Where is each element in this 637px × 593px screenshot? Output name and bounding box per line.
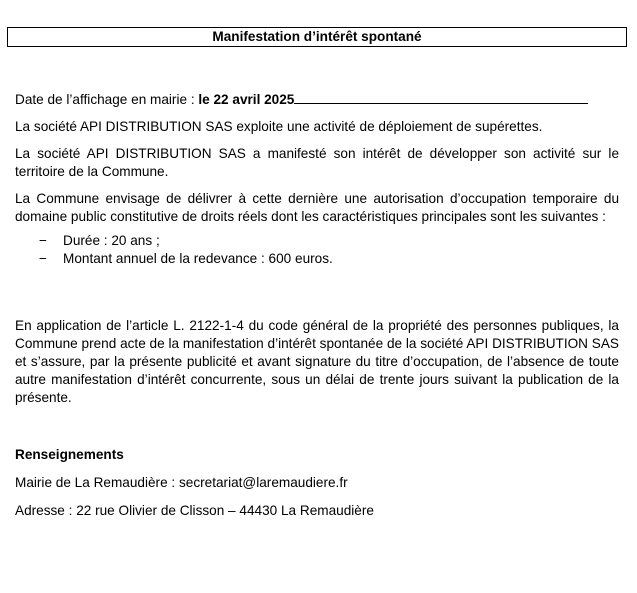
paragraph-authorization: La Commune envisage de délivrer à cette dernière une autorisation d’occupation temporaire du domaine public constitutive de droits réels dont les caractéristiques principales sont les suivantes : [15,191,619,224]
list-item-fee: Montant annuel de la redevance : 600 euros. [63,251,333,266]
document-body [15,90,619,530]
document-title-text: Manifestation d’intérêt spontané [212,29,422,44]
bullet-dash: − [39,251,47,266]
posting-date-line [15,90,619,109]
spacer [15,268,619,317]
posting-date-label: Date de l’affichage en mairie : [15,92,199,107]
characteristics-list [15,232,619,268]
bullet-dash: − [39,233,47,248]
mairie-contact: Mairie de La Remaudière : secretariat@laremaudiere.fr [15,475,348,490]
info-section-title: Renseignements [15,447,124,462]
list-item [15,250,619,268]
posting-date-value: le 22 avril 2025 [198,92,295,107]
paragraph-legal: En application de l’article L. 2122-1-4 du code général de la propriété des personnes publiques, la Commune prend acte de la manifestation d’intérêt spontanée de la société API DISTRIBUTION SAS et s’assure, par la présente publicité et avant signature du titre d’occupation, de l’absence de toute autre manifestation d’intérêt concurrente, sous un délai de trente jours suivant la publication de la présente. [15,318,619,405]
spacer [15,416,619,446]
list-item-duration: Durée : 20 ans ; [63,233,160,248]
document-title [7,27,627,47]
paragraph-interest: La société API DISTRIBUTION SAS a manifesté son intérêt de développer son activité sur le territoire de la Commune. [15,146,619,179]
list-item [15,232,619,250]
fill-line [294,90,588,104]
paragraph-activity: La société API DISTRIBUTION SAS exploite une activité de déploiement de supérettes. [15,119,543,134]
mairie-address: Adresse : 22 rue Olivier de Clisson – 44430 La Remaudière [15,503,374,518]
